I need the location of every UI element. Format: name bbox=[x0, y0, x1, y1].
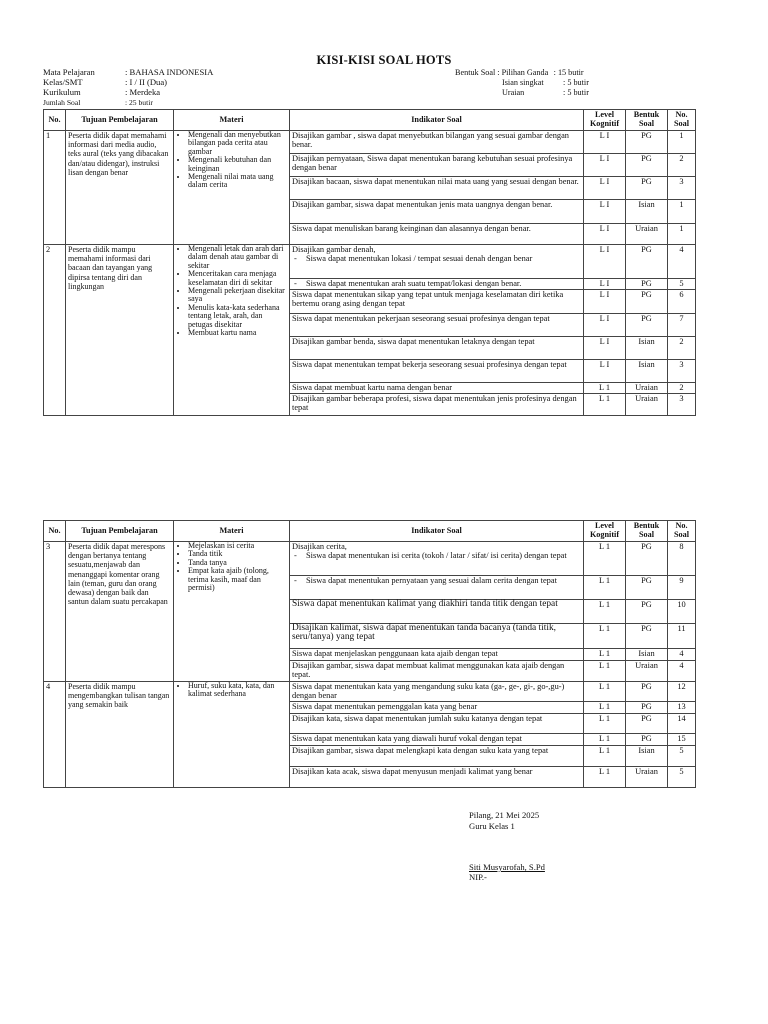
cognitive-level: L I bbox=[584, 360, 626, 383]
material-item: • Menceritakan cara menjaga keselamatan diri di sekitar bbox=[188, 270, 287, 287]
question-number: 1 bbox=[668, 224, 696, 245]
question-form: PG bbox=[626, 279, 668, 290]
indicator-text: Disajikan gambar, siswa dapat membuat kalimat menggunakan kata ajaib dengan tepat. bbox=[292, 661, 565, 680]
indicator-cell bbox=[290, 542, 584, 576]
header-nosoal: No. Soal bbox=[668, 110, 696, 131]
material-item: • Huruf, suku kata, kata, dan kalimat sederhana bbox=[188, 682, 287, 699]
material-cell bbox=[174, 245, 290, 416]
indicator-cell bbox=[290, 337, 584, 360]
table-row bbox=[44, 542, 696, 576]
question-number: 2 bbox=[668, 154, 696, 177]
question-number: 5 bbox=[668, 746, 696, 767]
indicator-cell bbox=[290, 177, 584, 200]
meta-value: : Merdeka bbox=[125, 86, 161, 97]
cognitive-level: L I bbox=[584, 245, 626, 279]
question-form: Isian bbox=[626, 337, 668, 360]
material-item: • Mengenali pekerjaan disekitar saya bbox=[188, 287, 287, 304]
indicator-cell bbox=[290, 702, 584, 714]
header-indikator: Indikator Soal bbox=[290, 521, 584, 542]
question-number: 4 bbox=[668, 661, 696, 682]
indicator-cell bbox=[290, 649, 584, 661]
indicator-text: Siswa dapat menentukan tempat bekerja seseorang sesuai profesinya dengan tepat bbox=[292, 360, 567, 369]
question-number: 13 bbox=[668, 702, 696, 714]
dash-marker: - bbox=[294, 279, 297, 288]
indicator-cell bbox=[290, 131, 584, 154]
indicator-text: Siswa dapat menentukan pekerjaan seseorang sesuai profesinya dengan tepat bbox=[292, 314, 550, 323]
indicator-text: Siswa dapat menentukan arah suatu tempat/lokasi dengan benar. bbox=[306, 279, 522, 288]
material-item: • Tanda titik bbox=[188, 550, 287, 558]
question-number: 1 bbox=[668, 131, 696, 154]
indicator-text: Disajikan bacaan, siswa dapat menentukan nilai mata uang yang sesuai dengan benar. bbox=[292, 177, 579, 186]
question-form: Isian bbox=[626, 746, 668, 767]
indicator-cell bbox=[290, 314, 584, 337]
indicator-text: Disajikan pernyataan, Siswa dapat menentukan barang kebutuhan sesuai profesinya dengan benar bbox=[292, 154, 573, 173]
cognitive-level: L I bbox=[584, 279, 626, 290]
material-cell bbox=[174, 542, 290, 682]
indicator-cell bbox=[290, 624, 584, 649]
material-item: • Empat kata ajaib (tolong, terima kasih, maaf dan permisi) bbox=[188, 567, 287, 592]
cognitive-level: L I bbox=[584, 131, 626, 154]
indicator-text: Siswa dapat menentukan pernyataan yang sesuai dalam cerita dengan tepat bbox=[306, 576, 557, 585]
question-form: PG bbox=[626, 576, 668, 600]
question-number: 14 bbox=[668, 714, 696, 734]
meta-curriculum bbox=[43, 88, 213, 98]
indicator-cell bbox=[290, 394, 584, 416]
indicator-text: Siswa dapat menentukan kata yang mengandung suku kata (ga-, ge-, gi-, go-,gu-) dengan benar bbox=[292, 682, 565, 701]
cognitive-level: L 1 bbox=[584, 714, 626, 734]
meta-info bbox=[43, 68, 213, 108]
material-list bbox=[176, 131, 287, 190]
cognitive-level: L 1 bbox=[584, 734, 626, 746]
question-type-value: : 5 butir bbox=[563, 77, 589, 87]
indicator-text: Disajikan kalimat, siswa dapat menentukan tanda bacanya (tanda titik, seru/tanya) yang tepat bbox=[292, 623, 556, 643]
cognitive-level: L I bbox=[584, 177, 626, 200]
cognitive-level: L 1 bbox=[584, 624, 626, 649]
dash-marker: - bbox=[294, 576, 297, 585]
question-form: PG bbox=[626, 600, 668, 624]
meta-value: : BAHASA INDONESIA bbox=[125, 67, 214, 77]
header-tujuan: Tujuan Pembelajaran bbox=[66, 110, 174, 131]
indicator-text: Disajikan kata acak, siswa dapat menyusun menjadi kalimat yang benar bbox=[292, 767, 533, 776]
cognitive-level: L I bbox=[584, 154, 626, 177]
kisi-kisi-table-part-1 bbox=[43, 109, 696, 416]
material-item: • Mengenali kebutuhan dan keinginan bbox=[188, 156, 287, 173]
question-number: 3 bbox=[668, 360, 696, 383]
signature-nip: NIP.- bbox=[469, 872, 487, 882]
material-item: • Menulis kata-kata sederhana tentang letak, arah, dan petugas disekitar bbox=[188, 304, 287, 329]
question-form: PG bbox=[626, 624, 668, 649]
question-form: PG bbox=[626, 542, 668, 576]
material-list bbox=[176, 245, 287, 337]
question-number: 4 bbox=[668, 245, 696, 279]
indicator-cell bbox=[290, 154, 584, 177]
cognitive-level: L 1 bbox=[584, 542, 626, 576]
question-form: PG bbox=[626, 702, 668, 714]
question-type-row bbox=[455, 78, 589, 88]
header-no: No. bbox=[44, 521, 66, 542]
signature-role: Guru Kelas 1 bbox=[469, 821, 515, 831]
indicator-cell bbox=[290, 767, 584, 788]
question-type-row bbox=[455, 68, 589, 78]
question-number: 3 bbox=[668, 177, 696, 200]
question-number: 15 bbox=[668, 734, 696, 746]
cognitive-level: L 1 bbox=[584, 394, 626, 416]
indicator-text: Disajikan gambar, siswa dapat melengkapi kata dengan suku kata yang tepat bbox=[292, 746, 549, 755]
indicator-dash-item bbox=[292, 254, 581, 263]
indicator-text: Disajikan gambar , siswa dapat menyebutkan bilangan yang sesuai gambar dengan benar. bbox=[292, 131, 569, 150]
material-item: • Tanda tanya bbox=[188, 559, 287, 567]
group-number: 3 bbox=[44, 542, 66, 682]
question-form: Uraian bbox=[626, 661, 668, 682]
cognitive-level: L I bbox=[584, 200, 626, 224]
cognitive-level: L I bbox=[584, 224, 626, 245]
meta-value: : 25 butir bbox=[125, 97, 153, 107]
header-bentuk: Bentuk Soal bbox=[626, 521, 668, 542]
question-form: PG bbox=[626, 714, 668, 734]
question-number: 12 bbox=[668, 682, 696, 702]
material-cell bbox=[174, 131, 290, 245]
indicator-cell bbox=[290, 383, 584, 394]
header-indikator: Indikator Soal bbox=[290, 110, 584, 131]
indicator-cell bbox=[290, 746, 584, 767]
material-item: • Mengenali dan menyebutkan bilangan pada cerita atau gambar bbox=[188, 131, 287, 156]
question-form: PG bbox=[626, 682, 668, 702]
header-materi: Materi bbox=[174, 521, 290, 542]
group-number: 4 bbox=[44, 682, 66, 788]
indicator-dash-item bbox=[292, 551, 581, 560]
indicator-cell bbox=[290, 576, 584, 600]
cognitive-level: L 1 bbox=[584, 383, 626, 394]
header-bentuk: Bentuk Soal bbox=[626, 110, 668, 131]
indicator-cell bbox=[290, 661, 584, 682]
indicator-text: Disajikan kata, siswa dapat menentukan jumlah suku katanya dengan tepat bbox=[292, 714, 543, 723]
table-row bbox=[44, 131, 696, 154]
indicator-cell bbox=[290, 600, 584, 624]
learning-objective: Peserta didik dapat merespons dengan bertanya tentang sesuatu,menjawab dan menanggapi komentar orang lain (teman, guru dan orang dewasa) dengan baik dan santun dalam suatu percakapan bbox=[66, 542, 174, 682]
meta-label: Jumlah Soal bbox=[43, 97, 81, 107]
indicator-cell bbox=[290, 360, 584, 383]
learning-objective: Peserta didik dapat memahami informasi dari media audio, teks aural (teks yang dibacakan dan/atau didengar), instruksi lisan dengan benar bbox=[66, 131, 174, 245]
question-type-name: Pilihan Ganda bbox=[501, 68, 549, 77]
question-form: Uraian bbox=[626, 767, 668, 788]
question-number: 9 bbox=[668, 576, 696, 600]
question-form: Uraian bbox=[626, 224, 668, 245]
question-number: 1 bbox=[668, 200, 696, 224]
indicator-text: Siswa dapat menentukan isi cerita (tokoh / latar / sifat/ isi cerita) dengan tepat bbox=[306, 551, 567, 561]
cognitive-level: L 1 bbox=[584, 600, 626, 624]
question-type-summary bbox=[455, 68, 589, 97]
question-number: 5 bbox=[668, 767, 696, 788]
cognitive-level: L 1 bbox=[584, 649, 626, 661]
cognitive-level: L I bbox=[584, 290, 626, 314]
question-number: 10 bbox=[668, 600, 696, 624]
cognitive-level: L 1 bbox=[584, 702, 626, 714]
signature-name: Siti Musyarofah, S.Pd bbox=[469, 862, 545, 872]
question-number: 3 bbox=[668, 394, 696, 416]
question-form: PG bbox=[626, 131, 668, 154]
question-number: 2 bbox=[668, 337, 696, 360]
indicator-text: Siswa dapat menentukan sikap yang tepat untuk menjaga keselamatan diri ketika bertemu orang asing dengan tepat bbox=[292, 290, 564, 309]
group-number: 2 bbox=[44, 245, 66, 416]
question-type-name: Uraian bbox=[502, 87, 525, 97]
question-number: 8 bbox=[668, 542, 696, 576]
dash-marker: - bbox=[294, 254, 297, 264]
dash-marker: - bbox=[294, 551, 297, 561]
cognitive-level: L I bbox=[584, 337, 626, 360]
header-level: Level Kognitif bbox=[584, 521, 626, 542]
indicator-cell bbox=[290, 279, 584, 290]
cognitive-level: L 1 bbox=[584, 682, 626, 702]
question-number: 6 bbox=[668, 290, 696, 314]
header-tujuan: Tujuan Pembelajaran bbox=[66, 521, 174, 542]
material-list bbox=[176, 542, 287, 592]
document-title: KISI-KISI SOAL HOTS bbox=[316, 53, 452, 67]
meta-label: Kurikulum bbox=[43, 86, 81, 97]
question-form: PG bbox=[626, 245, 668, 279]
header-materi: Materi bbox=[174, 110, 290, 131]
indicator-dash-item bbox=[292, 576, 581, 585]
header-nosoal: No. Soal bbox=[668, 521, 696, 542]
indicator-text: Disajikan gambar benda, siswa dapat menentukan letaknya dengan tepat bbox=[292, 337, 535, 346]
indicator-text: Siswa dapat membuat kartu nama dengan benar bbox=[292, 383, 453, 392]
question-type-label: Bentuk Soal : bbox=[455, 68, 500, 77]
cognitive-level: L 1 bbox=[584, 576, 626, 600]
table-header-row bbox=[44, 110, 696, 131]
group-number: 1 bbox=[44, 131, 66, 245]
material-item: • Mengenali nilai mata uang dalam cerita bbox=[188, 173, 287, 190]
meta-value: : I / II (Dua) bbox=[125, 76, 167, 87]
material-cell bbox=[174, 682, 290, 788]
indicator-text: Siswa dapat menuliskan barang keinginan dan alasannya dengan benar. bbox=[292, 224, 531, 233]
indicator-text: Siswa dapat menentukan kalimat yang diakhiri tanda titik dengan tepat bbox=[292, 599, 558, 609]
indicator-cell bbox=[290, 734, 584, 746]
indicator-cell bbox=[290, 290, 584, 314]
question-number: 11 bbox=[668, 624, 696, 649]
header-level: Level Kognitif bbox=[584, 110, 626, 131]
material-item: • Mengenali letak dan arah dari dalam denah atau gambar di sekitar bbox=[188, 245, 287, 270]
learning-objective: Peserta didik mampu mengembangkan tulisan tangan yang semakin baik bbox=[66, 682, 174, 788]
indicator-cell bbox=[290, 245, 584, 279]
cognitive-level: L 1 bbox=[584, 767, 626, 788]
question-type-value: : 5 butir bbox=[563, 87, 589, 97]
indicator-text: Disajikan cerita, bbox=[292, 542, 347, 551]
question-form: PG bbox=[626, 154, 668, 177]
question-type-value: : 15 butir bbox=[553, 68, 584, 77]
material-item: • Membuat kartu nama bbox=[188, 329, 287, 337]
kisi-kisi-table-part-2 bbox=[43, 520, 696, 788]
indicator-dash-item bbox=[292, 279, 581, 288]
question-number: 4 bbox=[668, 649, 696, 661]
meta-label: Mata Pelajaran bbox=[43, 67, 95, 77]
material-item: • Mejelaskan isi cerita bbox=[188, 542, 287, 550]
question-form: Uraian bbox=[626, 383, 668, 394]
indicator-text: Siswa dapat menentukan lokasi / tempat sesuai denah dengan benar bbox=[306, 254, 533, 264]
question-form: Uraian bbox=[626, 394, 668, 416]
question-form: PG bbox=[626, 314, 668, 337]
indicator-cell bbox=[290, 200, 584, 224]
cognitive-level: L I bbox=[584, 314, 626, 337]
cognitive-level: L 1 bbox=[584, 746, 626, 767]
indicator-text: Siswa dapat menentukan pemenggalan kata yang benar bbox=[292, 702, 478, 711]
indicator-text: Siswa dapat menentukan kata yang diawali huruf vokal dengan tepat bbox=[292, 734, 523, 743]
question-form: Isian bbox=[626, 200, 668, 224]
table-row bbox=[44, 245, 696, 279]
signature-place-date: Pilang, 21 Mei 2025 bbox=[469, 810, 540, 820]
indicator-text: Disajikan gambar, siswa dapat menentukan jenis mata uangnya dengan benar. bbox=[292, 200, 553, 209]
question-form: Isian bbox=[626, 649, 668, 661]
cognitive-level: L 1 bbox=[584, 661, 626, 682]
question-type-row bbox=[455, 88, 589, 98]
indicator-text: Disajikan gambar denah, bbox=[292, 245, 376, 254]
material-list bbox=[176, 682, 287, 699]
question-form: PG bbox=[626, 290, 668, 314]
question-number: 5 bbox=[668, 279, 696, 290]
meta-total bbox=[43, 98, 213, 108]
meta-label: Kelas/SMT bbox=[43, 76, 83, 87]
indicator-cell bbox=[290, 682, 584, 702]
header-no: No. bbox=[44, 110, 66, 131]
question-type-name: Isian singkat bbox=[502, 77, 544, 87]
learning-objective: Peserta didik mampu memahami informasi dari bacaan dan tayangan yang dipirsa tentang diri dan lingkungan bbox=[66, 245, 174, 416]
indicator-text: Siswa dapat menjelaskan penggunaan kata ajaib dengan tepat bbox=[292, 649, 498, 658]
indicator-cell bbox=[290, 224, 584, 245]
question-number: 2 bbox=[668, 383, 696, 394]
table-row bbox=[44, 682, 696, 702]
indicator-cell bbox=[290, 714, 584, 734]
table-header-row bbox=[44, 521, 696, 542]
question-form: PG bbox=[626, 734, 668, 746]
question-number: 7 bbox=[668, 314, 696, 337]
question-form: PG bbox=[626, 177, 668, 200]
indicator-text: Disajikan gambar beberapa profesi, siswa dapat menentukan jenis profesinya dengan tepat bbox=[292, 394, 577, 413]
question-form: Isian bbox=[626, 360, 668, 383]
